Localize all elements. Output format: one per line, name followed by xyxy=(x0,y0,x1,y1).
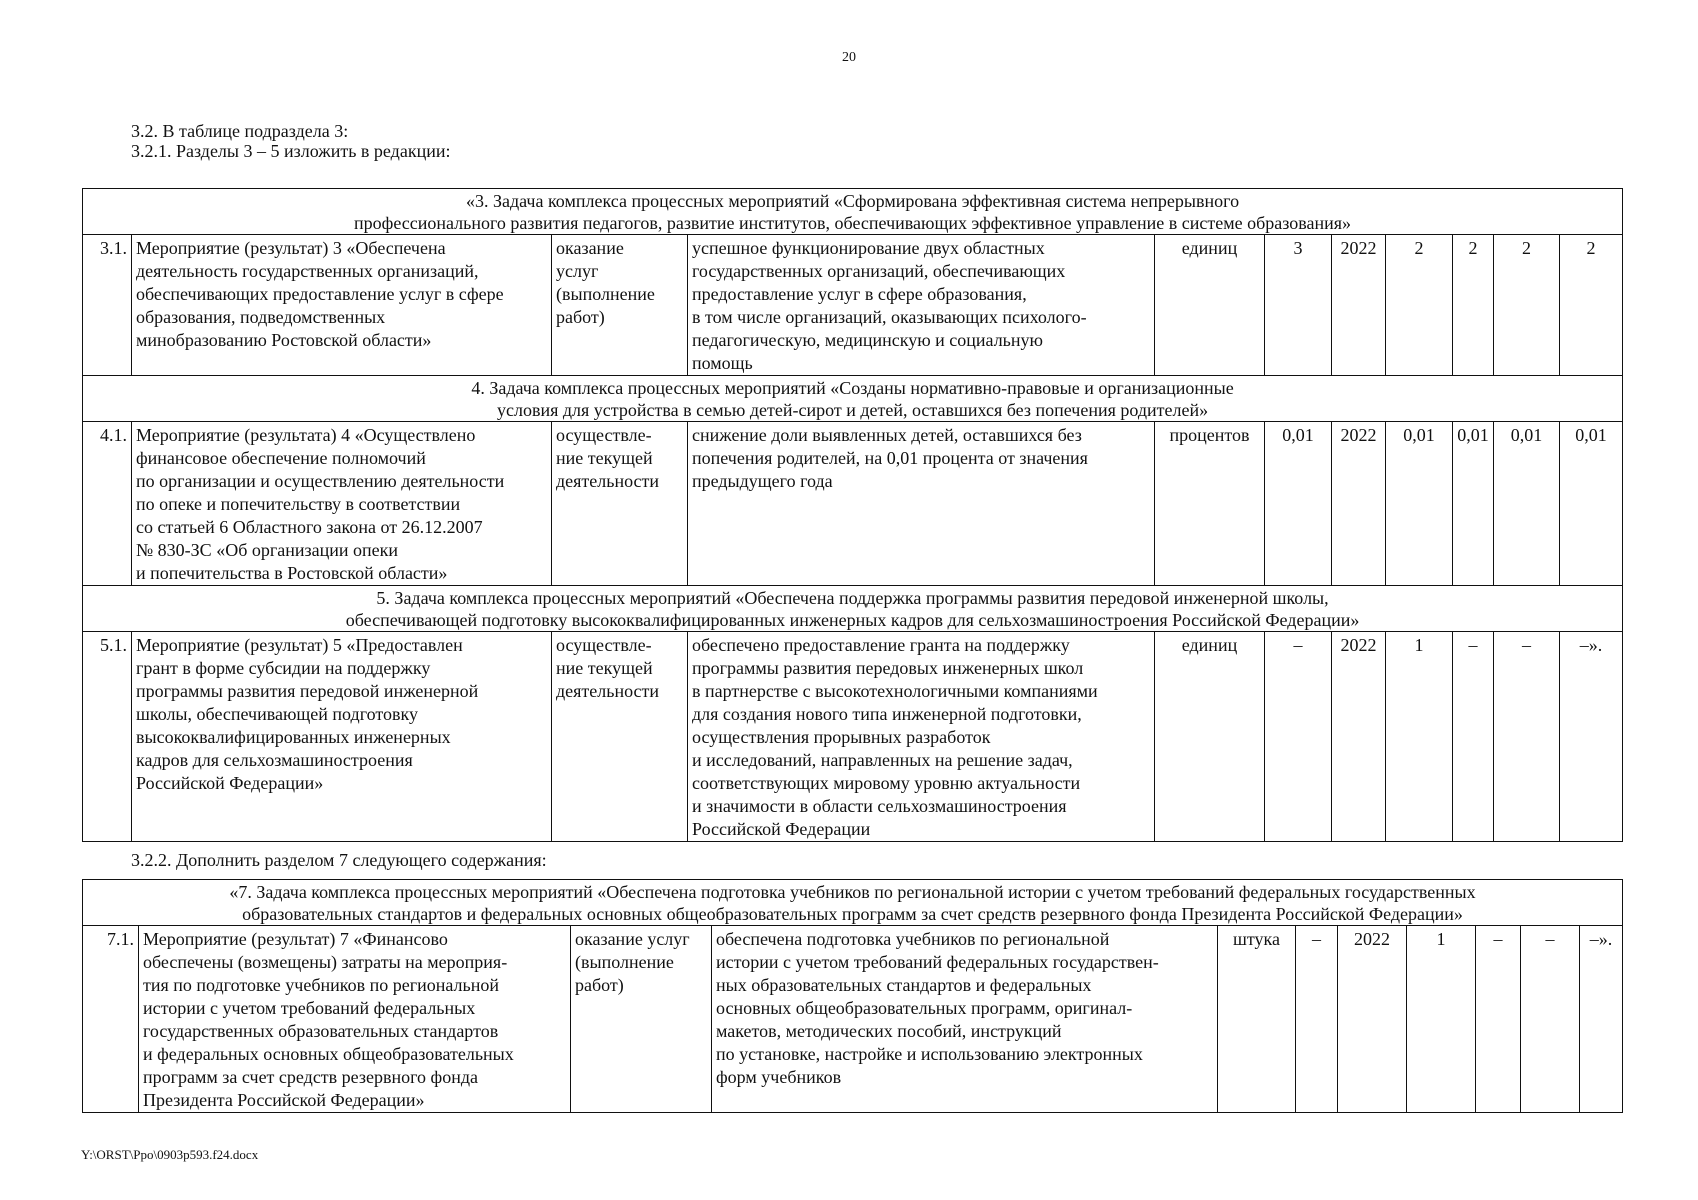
value-3: 2 xyxy=(1494,235,1560,376)
value-2: 0,01 xyxy=(1453,422,1494,586)
value-2: – xyxy=(1476,926,1521,1113)
value-1: 2 xyxy=(1386,235,1453,376)
value-2: – xyxy=(1453,632,1494,842)
value-2: 2 xyxy=(1453,235,1494,376)
table-row-3-1 xyxy=(83,235,1623,376)
base-year: 2022 xyxy=(1332,632,1386,842)
unit: штука xyxy=(1218,926,1296,1113)
activity-type: оказание услуг (выполнение работ) xyxy=(571,926,712,1113)
base-year: 2022 xyxy=(1332,235,1386,376)
task-7-title: «7. Задача комплекса процессных мероприятий «Обеспечена подготовка учебников по региональной истории с учетом требований федеральных государственных образовательных стандартов и федеральных основных общеобразовательных программ за счет средств резервного фонда Президента Российской Федерации» xyxy=(83,880,1623,926)
task-row-3 xyxy=(83,189,1623,235)
task-5-title: 5. Задача комплекса процессных мероприятий «Обеспечена поддержка программы развития передовой инженерной школы, обеспечивающей подготовку высококвалифицированных инженерных кадров для сельхозмашиностроения Российской Федерации» xyxy=(83,586,1623,632)
activity-type: оказание услуг (выполнение работ) xyxy=(552,235,688,376)
activity-name: Мероприятие (результат) 7 «Финансово обеспечены (возмещены) затраты на мероприя- тия по подготовке учебников по региональной истории с учетом требований федеральных государственных образовательных стандартов и федеральных основных общеобразовательных программ за счет средств резервного фонда Президента Российской Федерации» xyxy=(139,926,571,1113)
task-row-7 xyxy=(83,880,1623,926)
unit: единиц xyxy=(1155,235,1265,376)
row-number: 5.1. xyxy=(83,632,132,842)
activity-type: осуществле- ние текущей деятельности xyxy=(552,632,688,842)
base-value: 3 xyxy=(1265,235,1332,376)
value-4: 2 xyxy=(1560,235,1623,376)
table-row-7-1 xyxy=(83,926,1623,1113)
activity-result: обеспечено предоставление гранта на поддержку программы развития передовых инженерных школ в партнерстве с высокотехнологичными компаниями для создания нового типа инженерной подготовки, осуществления прорывных разработок и исследований, направленных на решение задач, соответствующих мировому уровню актуальности и значимости в области сельхозмашиностроения Российской Федерации xyxy=(688,632,1155,842)
row-number: 7.1. xyxy=(83,926,139,1113)
footer-file-path: Y:\ORST\Ppo\0903p593.f24.docx xyxy=(81,1147,259,1162)
base-value: – xyxy=(1265,632,1332,842)
value-4: 0,01 xyxy=(1560,422,1623,586)
value-3: 0,01 xyxy=(1494,422,1560,586)
activity-result: обеспечена подготовка учебников по региональной истории с учетом требований федеральных государствен- ных образовательных стандартов и федеральных основных общеобразовательных программ, оригинал- макетов, методических пособий, инструкций по установке, настройке и использованию электронных форм учебников xyxy=(712,926,1218,1113)
value-1: 1 xyxy=(1386,632,1453,842)
activity-name: Мероприятие (результата) 4 «Осуществлено финансовое обеспечение полномочий по организации и осуществлению деятельности по опеке и попечительству в соответствии со статьей 6 Областного закона от 26.12.2007 № 830-ЗС «Об организации опеки и попечительства в Ростовской области» xyxy=(132,422,552,586)
page-number: 20 xyxy=(842,50,856,65)
activities-table-section-7 xyxy=(82,879,1623,1113)
base-year: 2022 xyxy=(1332,422,1386,586)
activity-name: Мероприятие (результат) 3 «Обеспечена деятельность государственных организаций, обеспечивающих предоставление услуг в сфере образования, подведомственных минобразованию Ростовской области» xyxy=(132,235,552,376)
task-4-title: 4. Задача комплекса процессных мероприятий «Созданы нормативно-правовые и организационные условия для устройства в семью детей-сирот и детей, оставшихся без попечения родителей» xyxy=(83,376,1623,422)
base-value: – xyxy=(1296,926,1338,1113)
table-row-4-1 xyxy=(83,422,1623,586)
value-3: – xyxy=(1521,926,1580,1113)
value-1: 0,01 xyxy=(1386,422,1453,586)
row-number: 3.1. xyxy=(83,235,132,376)
value-4: –». xyxy=(1560,632,1623,842)
intro-2-text: 3.2.2. Дополнить разделом 7 следующего содержания: xyxy=(131,850,547,870)
activity-result: успешное функционирование двух областных государственных организаций, обеспечивающих предоставление услуг в сфере образования, в том числе организаций, оказывающих психолого- педагогическую, медицинскую и социальную помощь xyxy=(688,235,1155,376)
value-4: –». xyxy=(1580,926,1623,1113)
intro-line-2: 3.2.1. Разделы 3 – 5 изложить в редакции: xyxy=(131,141,451,161)
value-1: 1 xyxy=(1407,926,1476,1113)
task-3-title: «3. Задача комплекса процессных мероприятий «Сформирована эффективная система непрерывного профессионального развития педагогов, развитие институтов, обеспечивающих эффективное управление в системе образования» xyxy=(83,189,1623,235)
row-number: 4.1. xyxy=(83,422,132,586)
unit: процентов xyxy=(1155,422,1265,586)
activity-type: осуществле- ние текущей деятельности xyxy=(552,422,688,586)
unit: единиц xyxy=(1155,632,1265,842)
table-row-5-1 xyxy=(83,632,1623,842)
activity-name: Мероприятие (результат) 5 «Предоставлен грант в форме субсидии на поддержку программы развития передовой инженерной школы, обеспечивающей подготовку высококвалифицированных инженерных кадров для сельхозмашиностроения Российской Федерации» xyxy=(132,632,552,842)
activity-result: снижение доли выявленных детей, оставшихся без попечения родителей, на 0,01 процента от значения предыдущего года xyxy=(688,422,1155,586)
base-year: 2022 xyxy=(1338,926,1407,1113)
task-row-4 xyxy=(83,376,1623,422)
value-3: – xyxy=(1494,632,1560,842)
intro-text xyxy=(131,121,450,161)
base-value: 0,01 xyxy=(1265,422,1332,586)
activities-table-sections-3-5 xyxy=(82,188,1623,842)
task-row-5 xyxy=(83,586,1623,632)
intro-line-1: 3.2. В таблице подраздела 3: xyxy=(131,121,349,141)
